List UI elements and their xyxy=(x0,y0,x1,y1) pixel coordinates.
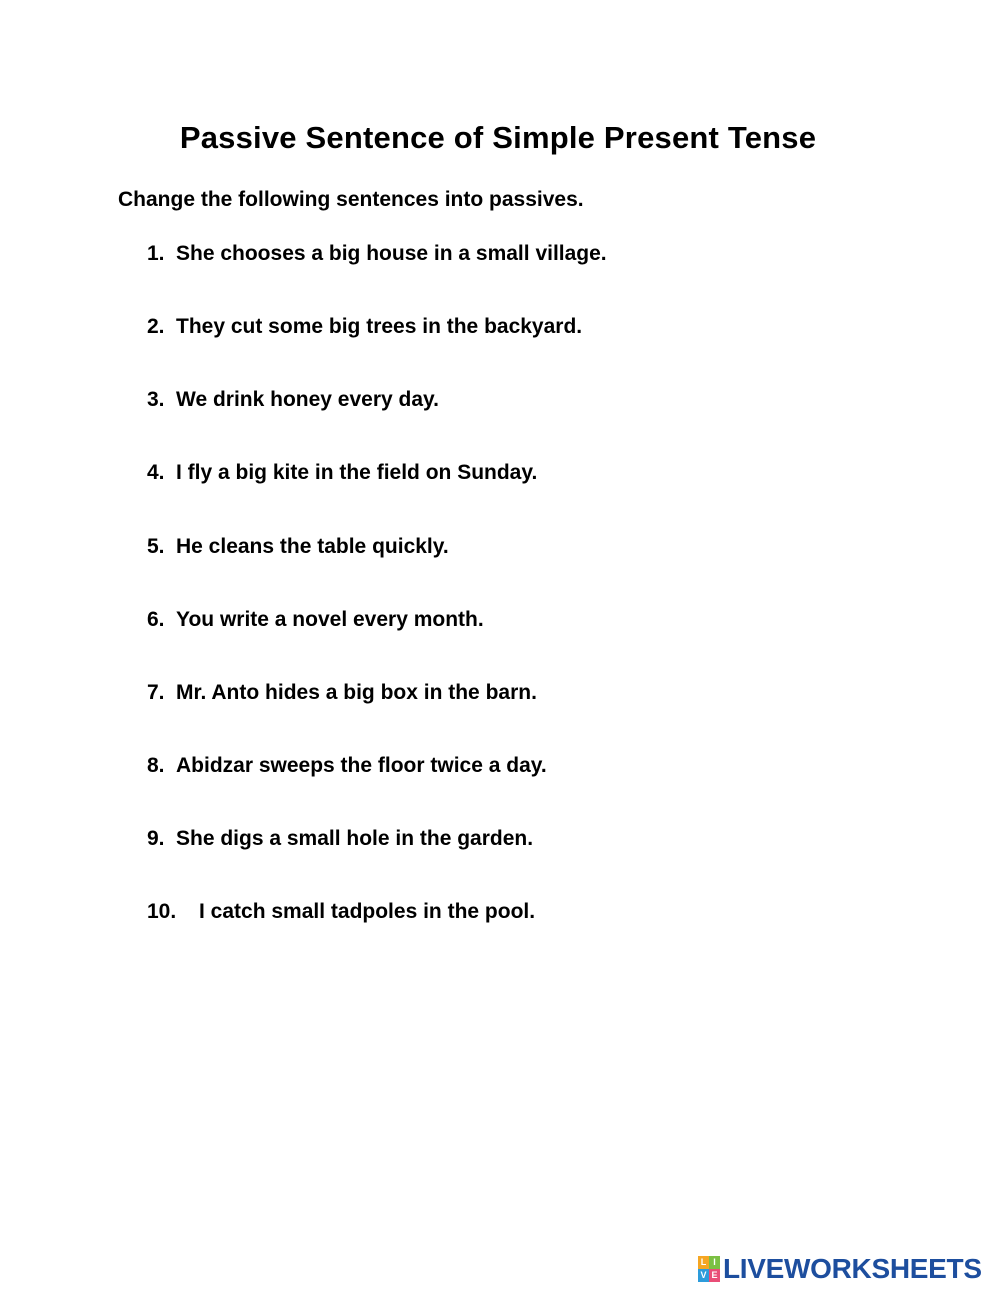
logo-text: LIVEWORKSHEETS xyxy=(723,1253,982,1284)
list-item xyxy=(147,606,484,634)
item-text: They cut some big trees in the backyard. xyxy=(176,315,583,338)
logo-badge-letter: L xyxy=(698,1256,709,1269)
item-text: I catch small tadpoles in the pool. xyxy=(199,900,536,923)
list-item xyxy=(147,386,439,414)
item-text: Abidzar sweeps the floor twice a day. xyxy=(176,754,547,777)
item-number: 1. xyxy=(147,242,165,265)
item-text: She digs a small hole in the garden. xyxy=(176,827,534,850)
item-text: We drink honey every day. xyxy=(176,388,439,411)
list-item xyxy=(147,825,533,853)
list-item xyxy=(147,679,537,707)
logo-badge-letter: E xyxy=(709,1269,720,1282)
list-item xyxy=(147,313,582,341)
liveworksheets-logo xyxy=(698,1254,982,1284)
item-number: 8. xyxy=(147,754,165,777)
item-text: Mr. Anto hides a big box in the barn. xyxy=(176,681,537,704)
item-number: 5. xyxy=(147,535,165,558)
item-text: You write a novel every month. xyxy=(176,608,484,631)
item-text: She chooses a big house in a small village. xyxy=(176,242,607,265)
list-item xyxy=(147,533,449,561)
logo-badge-icon xyxy=(698,1256,720,1282)
item-number: 3. xyxy=(147,388,165,411)
list-item xyxy=(147,752,547,780)
page-title: Passive Sentence of Simple Present Tense xyxy=(179,120,817,155)
item-number: 2. xyxy=(147,315,165,338)
list-item xyxy=(147,898,535,926)
item-number: 6. xyxy=(147,608,165,631)
item-number: 4. xyxy=(147,461,165,484)
logo-badge-letter: I xyxy=(709,1256,720,1269)
list-item xyxy=(147,459,537,487)
list-item xyxy=(147,240,607,268)
item-number: 10. xyxy=(147,900,177,923)
instruction-text: Change the following sentences into passives. xyxy=(118,188,584,211)
item-text: I fly a big kite in the field on Sunday. xyxy=(176,461,538,484)
logo-badge-letter: V xyxy=(698,1269,709,1282)
item-number: 9. xyxy=(147,827,165,850)
item-number: 7. xyxy=(147,681,165,704)
item-text: He cleans the table quickly. xyxy=(176,535,449,558)
